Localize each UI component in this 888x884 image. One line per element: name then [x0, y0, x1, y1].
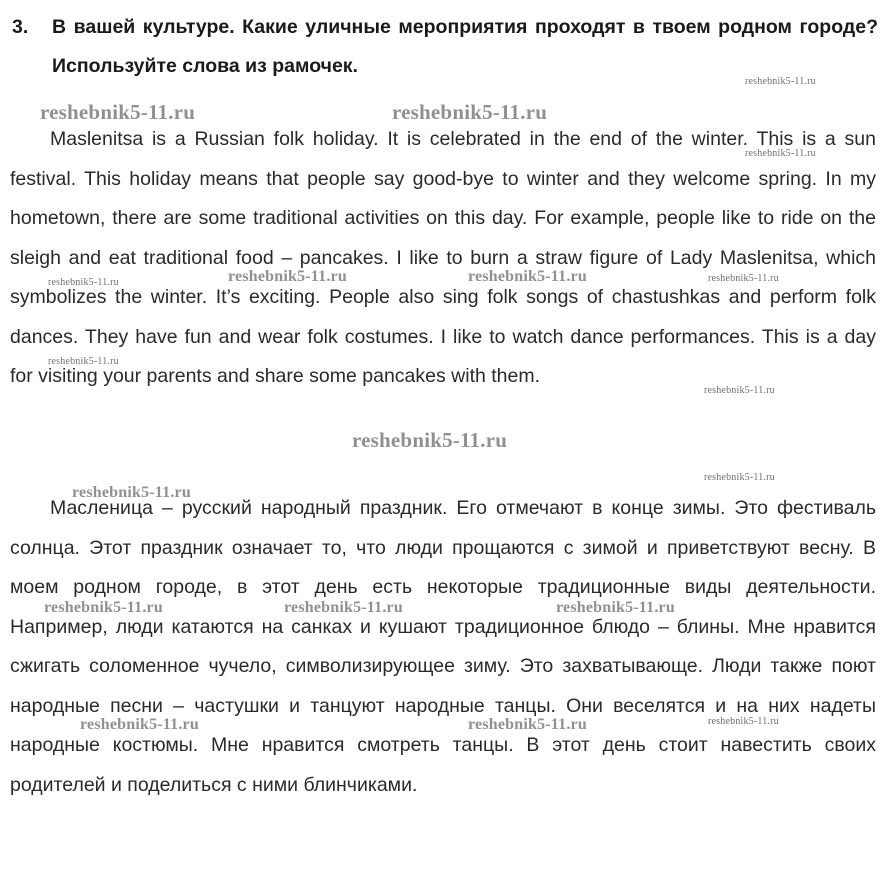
essay-russian-text: Масленица – русский народный праздник. Его отмечают в конце зимы. Это фестиваль солнца. Этот праздник означает то, что люди прощаются с зимой и приветствуют весну. В моем родном городе, в этот день есть некоторые традиционные виды деятельности. Например, люди катаются на санках и кушают традиционное блюдо – блины. Мне нравится сжигать соломенное чучело, символизирующее зиму. Это захватывающе. Люди также поют народные песни – частушки и танцуют народные танцы. Они веселятся и на них надеты народные костюмы. Мне нравится смотреть танцы. В этот день стоит навестить своих родителей и поделиться с ними блинчиками. — [10, 497, 876, 796]
essay-russian — [10, 489, 876, 805]
watermark: reshebnik5-11.ru — [556, 599, 675, 616]
watermark: reshebnik5-11.ru — [468, 716, 587, 733]
watermark: reshebnik5-11.ru — [352, 428, 508, 452]
watermark: reshebnik5-11.ru — [72, 484, 191, 501]
watermark: reshebnik5-11.ru — [284, 599, 403, 616]
watermark: reshebnik5-11.ru — [80, 716, 199, 733]
watermark: reshebnik5-11.ru — [48, 277, 119, 288]
task-number: 3. — [12, 16, 29, 38]
essay-english — [10, 120, 876, 397]
watermark: reshebnik5-11.ru — [468, 268, 587, 285]
watermark: reshebnik5-11.ru — [704, 385, 775, 396]
watermark: reshebnik5-11.ru — [228, 268, 347, 285]
watermark: reshebnik5-11.ru — [48, 356, 119, 367]
watermark: reshebnik5-11.ru — [708, 273, 779, 284]
watermark: reshebnik5-11.ru — [40, 100, 196, 124]
task-text: В вашей культуре. Какие уличные мероприятия проходят в твоем родном городе? Используйте слова из рамочек. — [52, 16, 878, 77]
watermark: reshebnik5-11.ru — [745, 148, 816, 159]
task-heading — [12, 8, 878, 86]
watermark: reshebnik5-11.ru — [392, 100, 548, 124]
watermark: reshebnik5-11.ru — [745, 76, 816, 87]
watermark: reshebnik5-11.ru — [44, 599, 163, 616]
essay-english-text: Maslenitsa is a Russian folk holiday. It is celebrated in the end of the winter. This is a sun festival. This holiday means that people say good-bye to winter and they welcome spring. In my hometown, there are some traditional activities on this day. For example, people like to ride on the sleigh and eat traditional food – pancakes. I like to burn a straw figure of Lady Maslenitsa, which symbolizes the winter. It’s exciting. People also sing folk songs of chastushkas and perform folk dances. They have fun and wear folk costumes. I like to watch dance performances. This is a day for visiting your parents and share some pancakes with them. — [10, 128, 876, 387]
watermark: reshebnik5-11.ru — [704, 472, 775, 483]
watermark: reshebnik5-11.ru — [708, 716, 779, 727]
